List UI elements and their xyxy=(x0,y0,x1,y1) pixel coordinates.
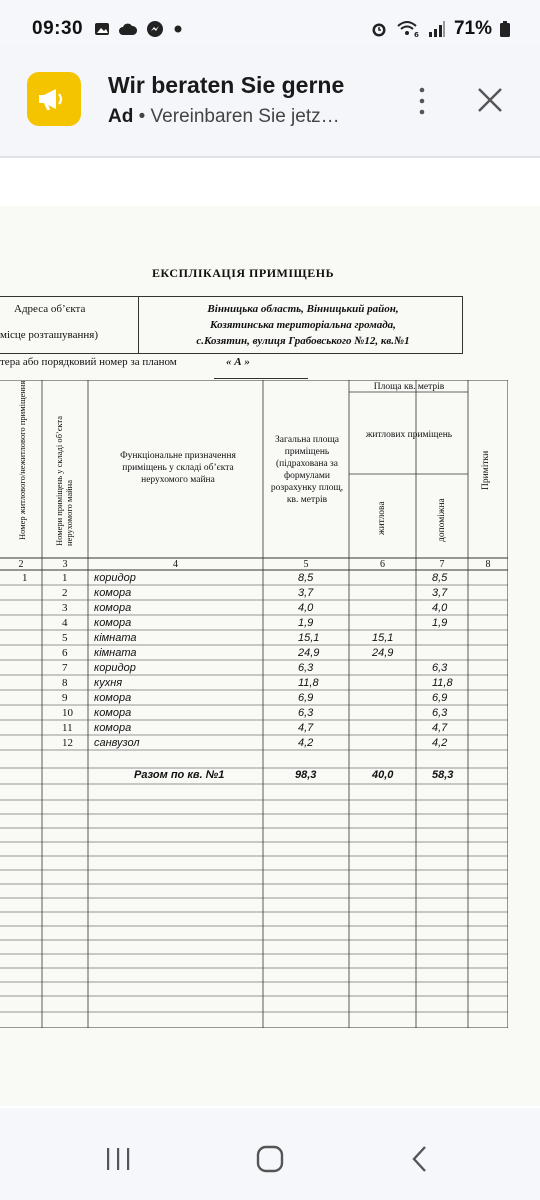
cell-room-function: комора xyxy=(94,722,132,734)
cell-room-number: 2 xyxy=(62,587,68,599)
col-number-7: 7 xyxy=(439,559,445,570)
cell-total-area: 8,5 xyxy=(298,572,314,584)
address-sublabel: місце розташування) xyxy=(0,329,98,341)
table-row xyxy=(0,616,508,631)
table-row xyxy=(0,586,508,601)
status-right-icons xyxy=(370,18,510,40)
close-icon[interactable] xyxy=(476,86,504,114)
ad-banner[interactable] xyxy=(0,44,540,158)
cell-aux-area: 4,7 xyxy=(432,722,448,734)
col-number-6: 6 xyxy=(380,559,385,570)
table-row xyxy=(0,571,508,586)
cell-total-area: 6,9 xyxy=(298,692,314,704)
navigation-bar xyxy=(0,1108,540,1200)
col-number-4: 4 xyxy=(173,559,178,570)
col-number-8: 8 xyxy=(485,559,491,570)
plan-underline xyxy=(214,378,308,379)
recent-apps-icon[interactable] xyxy=(104,1146,134,1172)
header-col5: Загальна площа приміщень (підрахована за формулами розрахунку площ, кв. метрів xyxy=(270,435,344,505)
cell-room-number: 10 xyxy=(62,707,73,719)
cell-room-number: 6 xyxy=(62,647,68,659)
cell-total-area: 11,8 xyxy=(298,677,319,689)
gallery-icon xyxy=(94,21,110,37)
table-row xyxy=(0,601,508,616)
cell-total-area: 24,9 xyxy=(298,647,320,659)
cell-room-number: 4 xyxy=(62,617,68,629)
address-box xyxy=(0,296,463,354)
alarm-icon xyxy=(370,20,388,38)
status-left-icons xyxy=(94,20,184,38)
header-col2: Номер житлового/нежитлового приміщення xyxy=(17,380,27,540)
cell-aux-area: 6,3 xyxy=(432,662,448,674)
more-options-icon[interactable] xyxy=(412,84,432,118)
cell-total-area: 15,1 xyxy=(298,632,320,644)
cell-room-function: кімната xyxy=(94,647,137,659)
signal-icon xyxy=(428,21,446,37)
cell-aux-area: 4,0 xyxy=(432,602,448,614)
cell-room-function: комора xyxy=(94,602,132,614)
address-divider xyxy=(138,297,139,353)
cell-total-area: 1,9 xyxy=(298,617,314,629)
address-value xyxy=(148,301,458,349)
address-line-1: Вінницька область, Вінницький район, xyxy=(207,303,399,315)
total-label: Разом по кв. №1 xyxy=(134,769,225,781)
cell-aux-area: 6,3 xyxy=(432,707,448,719)
svg-text:6: 6 xyxy=(413,31,419,38)
address-line-3: с.Козятин, вулиця Грабовського №12, кв.№1 xyxy=(196,335,410,347)
table-row xyxy=(0,706,508,721)
cell-total-area: 6,3 xyxy=(298,662,314,674)
cell-total-area: 4,2 xyxy=(298,737,314,749)
cell-room-function: комора xyxy=(94,617,132,629)
table-row xyxy=(0,631,508,646)
header-area-group: Площа кв. метрів xyxy=(373,382,445,392)
table-row xyxy=(0,646,508,661)
back-icon[interactable] xyxy=(408,1144,432,1174)
cell-aux-area: 4,2 xyxy=(432,737,448,749)
cell-total-area: 4,7 xyxy=(298,722,314,734)
ad-separator: • xyxy=(138,106,146,127)
cell-room-number: 7 xyxy=(62,662,68,674)
col-number-2: 2 xyxy=(18,559,24,570)
cell-room-number: 11 xyxy=(62,722,73,734)
address-label: Адреса об’єкта xyxy=(14,303,86,315)
plan-value: « А » xyxy=(226,356,250,368)
col-number-3: 3 xyxy=(62,559,68,570)
cell-total-area: 4,0 xyxy=(298,602,314,614)
cell-room-function: коридор xyxy=(94,572,136,584)
cell-room-function: кухня xyxy=(94,677,123,689)
ad-title[interactable]: Wir beraten Sie gerne xyxy=(108,72,345,98)
cell-aux-area: 3,7 xyxy=(432,587,448,599)
total-row xyxy=(0,768,508,783)
home-icon[interactable] xyxy=(254,1144,286,1174)
header-col6: житлова xyxy=(377,501,387,535)
cell-aux-area: 1,9 xyxy=(432,617,448,629)
ad-label: Ad xyxy=(108,106,134,127)
cell-room-group: 1 xyxy=(22,572,28,584)
total-aux: 58,3 xyxy=(432,769,454,781)
cell-living-area: 15,1 xyxy=(372,632,394,644)
col-number-5: 5 xyxy=(303,559,309,570)
messenger-icon xyxy=(146,20,164,38)
cell-room-number: 1 xyxy=(62,572,68,584)
cell-room-function: кімната xyxy=(94,632,137,644)
cell-total-area: 6,3 xyxy=(298,707,314,719)
table-row xyxy=(0,661,508,676)
cell-room-number: 3 xyxy=(62,602,68,614)
wifi-6-icon xyxy=(396,20,420,38)
cell-room-number: 5 xyxy=(62,632,68,644)
header-col3: Номери приміщень у складі об’єкта нерухомого майна xyxy=(54,415,74,546)
dot-icon xyxy=(172,23,184,35)
total-living: 40,0 xyxy=(372,769,394,781)
cell-aux-area: 6,9 xyxy=(432,692,448,704)
table-row xyxy=(0,721,508,736)
cloud-icon xyxy=(118,22,138,36)
header-col7: допоміжна xyxy=(437,498,447,542)
total-area: 98,3 xyxy=(295,769,317,781)
cell-aux-area: 11,8 xyxy=(432,677,453,689)
header-living-group: житлових приміщень xyxy=(365,430,453,440)
cell-total-area: 3,7 xyxy=(298,587,314,599)
megaphone-icon xyxy=(27,72,81,126)
ad-subtitle: Vereinbaren Sie jetz… xyxy=(150,106,340,127)
header-col8: Примітки xyxy=(481,450,491,490)
header-col4: Функціональне призначення приміщень у складі об’єкта нерухомого майна xyxy=(120,451,236,485)
address-line-2: Козятинська територіальна громада, xyxy=(210,319,396,331)
table-row xyxy=(0,691,508,706)
cell-living-area: 24,9 xyxy=(372,647,394,659)
ad-subtitle-line[interactable] xyxy=(108,106,340,128)
cell-room-function: комора xyxy=(94,587,132,599)
battery-percent: 71% xyxy=(453,18,492,39)
cell-room-number: 12 xyxy=(62,737,73,749)
status-time: 09:30 xyxy=(32,18,84,39)
explication-table xyxy=(0,380,508,1028)
cell-room-number: 8 xyxy=(62,677,68,689)
cell-room-function: коридор xyxy=(94,662,136,674)
table-row xyxy=(0,736,508,751)
plan-label: тера або порядковий номер за планом xyxy=(0,356,177,368)
cell-room-function: комора xyxy=(94,692,132,704)
cell-room-number: 9 xyxy=(62,692,68,704)
battery-icon xyxy=(500,21,510,37)
cell-aux-area: 8,5 xyxy=(432,572,448,584)
ad-logo[interactable] xyxy=(27,72,81,126)
document-title: ЕКСПЛІКАЦІЯ ПРИМІЩЕНЬ xyxy=(152,266,334,280)
table-row xyxy=(0,676,508,691)
cell-room-function: санвузол xyxy=(94,737,140,749)
cell-room-function: комора xyxy=(94,707,132,719)
